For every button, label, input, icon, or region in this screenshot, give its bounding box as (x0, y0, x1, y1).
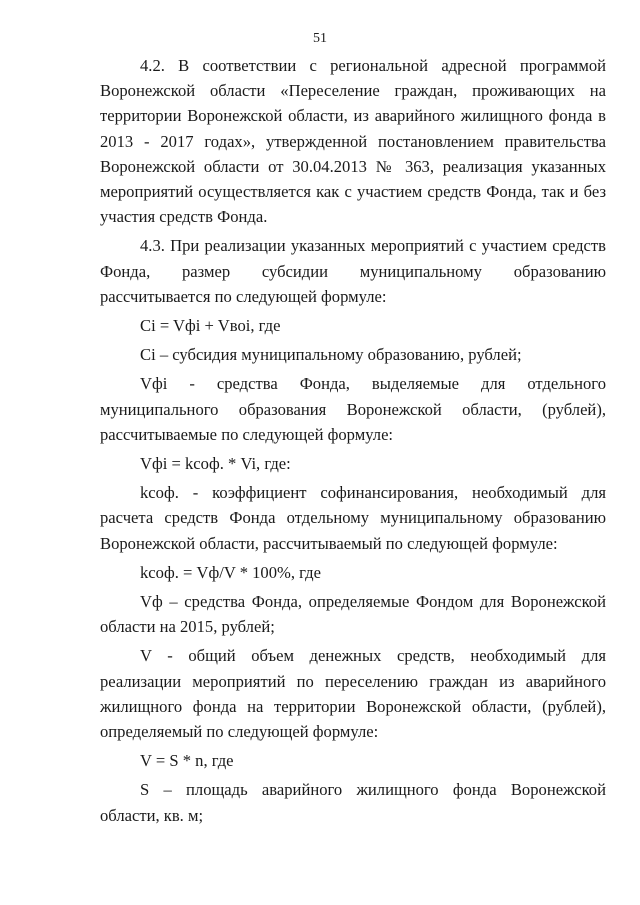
document-body (100, 53, 606, 828)
definition-ci: Ci – субсидия муниципальному образованию, рублей; (140, 345, 522, 365)
definition-vfi: Vфi - средства Фонда, выделяемые для отдельного муниципального образования Воронежской области, (рублей), рассчитываемые по следующей формуле: (100, 374, 606, 444)
formula-v: V = S * n, где (140, 751, 234, 771)
paragraph-4-2: 4.2. В соответствии с региональной адресной программой Воронежской области «Переселение граждан, проживающих на территории Воронежской области, из аварийного жилищного фонда в 2013 - 2017 годах», утвержденной постановлением правительства Воронежской области от 30.04.2013 № 363, реализация указанных мероприятий осуществляется как с участием средств Фонда, так и без участия средств Фонда. (100, 56, 606, 227)
definition-vf: Vф – средства Фонда, определяемые Фондом для Воронежской области на 2015, рублей; (100, 592, 606, 637)
page-number: 51 (313, 31, 327, 46)
definition-kcof: kсоф. - коэффициент софинансирования, необходимый для расчета средств Фонда отдельному муниципальному образованию Воронежской области, рассчитываемый по следующей формуле: (100, 483, 606, 553)
formula-vfi: Vфi = kсоф. * Vi, где: (140, 454, 291, 474)
paragraph-4-3: 4.3. При реализации указанных мероприятий с участием средств Фонда, размер субсидии муниципальному образованию рассчитывается по следующей формуле: (100, 236, 606, 306)
definition-v: V - общий объем денежных средств, необходимый для реализации мероприятий по переселению граждан из аварийного жилищного фонда на территории Воронежской области, (рублей), определяемый по следующей формуле: (100, 646, 606, 742)
formula-kcof: kсоф. = Vф/V * 100%, где (140, 562, 321, 582)
definition-s: S – площадь аварийного жилищного фонда Воронежской области, кв. м; (100, 780, 606, 825)
formula-ci: Ci = Vфi + Vвоi, где (140, 316, 281, 336)
